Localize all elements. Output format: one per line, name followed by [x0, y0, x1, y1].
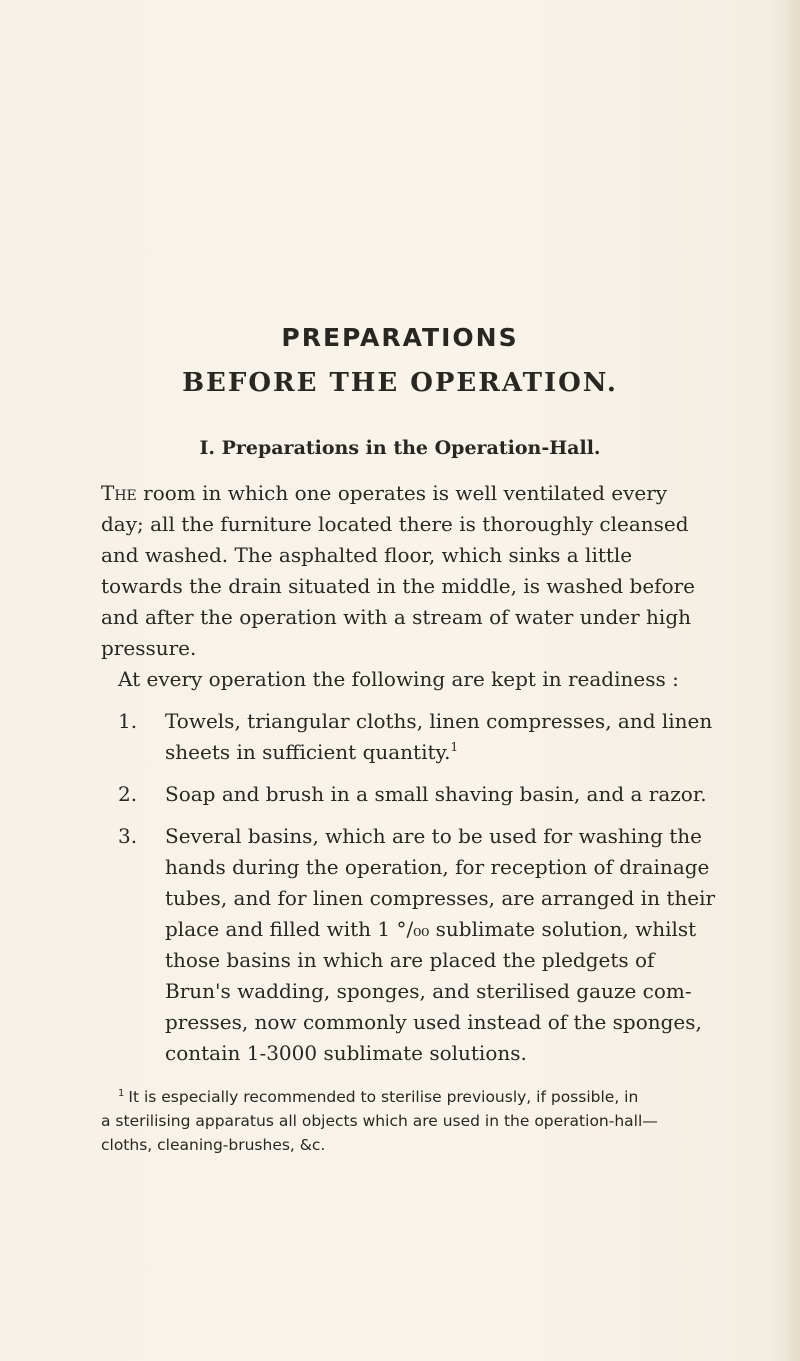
list-item-3-line-7: presses, now commonly used instead of the sponges,: [165, 1010, 702, 1034]
intro-line-3: and washed. The asphalted floor, which sinks a little: [101, 543, 633, 567]
readiness-paragraph: At every operation the following are kept in readiness :: [118, 667, 679, 691]
intro-line-2: day; all the furniture located there is thoroughly cleansed: [101, 512, 689, 536]
intro-first-word: The: [101, 481, 137, 505]
footnote-line-2: a sterilising apparatus all objects which are used in the operation-hall—: [101, 1112, 658, 1130]
chapter-subtitle: BEFORE THE OPERATION.: [182, 368, 618, 398]
intro-line-6: pressure.: [101, 636, 197, 660]
list-item-3-line-6: Brun's wadding, sponges, and sterilised gauze com-: [165, 979, 692, 1003]
intro-line-4: towards the drain situated in the middle, is washed before: [101, 574, 696, 598]
list-item-3-line-2: hands during the operation, for reception of drainage: [165, 855, 710, 879]
page-edge-shadow: [786, 0, 800, 1361]
list-item-1-line-1: Towels, triangular cloths, linen compresses, and linen: [165, 709, 713, 733]
footnote-reference: 1: [450, 740, 459, 754]
list-item-1-line-2-text: sheets in sufficient quantity.: [165, 740, 451, 764]
section-title: I. Preparations in the Operation-Hall.: [199, 437, 601, 459]
list-item-2-number: 2.: [118, 782, 138, 806]
footnote-line-1: [118, 1087, 638, 1107]
footnote-marker: 1: [118, 1088, 125, 1099]
intro-line-5: and after the operation with a stream of water under high: [101, 605, 691, 629]
footnote-line-3: cloths, cleaning-brushes, &c.: [101, 1136, 326, 1154]
list-item-3-number: 3.: [118, 824, 138, 848]
list-item-2-line-1: Soap and brush in a small shaving basin, and a razor.: [165, 782, 707, 806]
list-item-1-number: 1.: [118, 709, 138, 733]
intro-line-1: [101, 481, 667, 505]
list-item-3-line-4: place and filled with 1 °/₀₀ sublimate solution, whilst: [165, 917, 697, 941]
list-item-3-line-1: Several basins, which are to be used for washing the: [165, 824, 702, 848]
intro-line-1-text: room in which one operates is well ventilated every: [136, 481, 668, 505]
list-item-3-line-3: tubes, and for linen compresses, are arranged in their: [165, 886, 716, 910]
list-item-3-line-8: contain 1-3000 sublimate solutions.: [165, 1041, 527, 1065]
chapter-title: PREPARATIONS: [281, 323, 519, 352]
footnote-line-1-text: It is especially recommended to sterilise previously, if possible, in: [128, 1088, 639, 1106]
list-item-3-line-5: those basins in which are placed the pledgets of: [165, 948, 655, 972]
list-item-1-line-2: [165, 740, 458, 764]
